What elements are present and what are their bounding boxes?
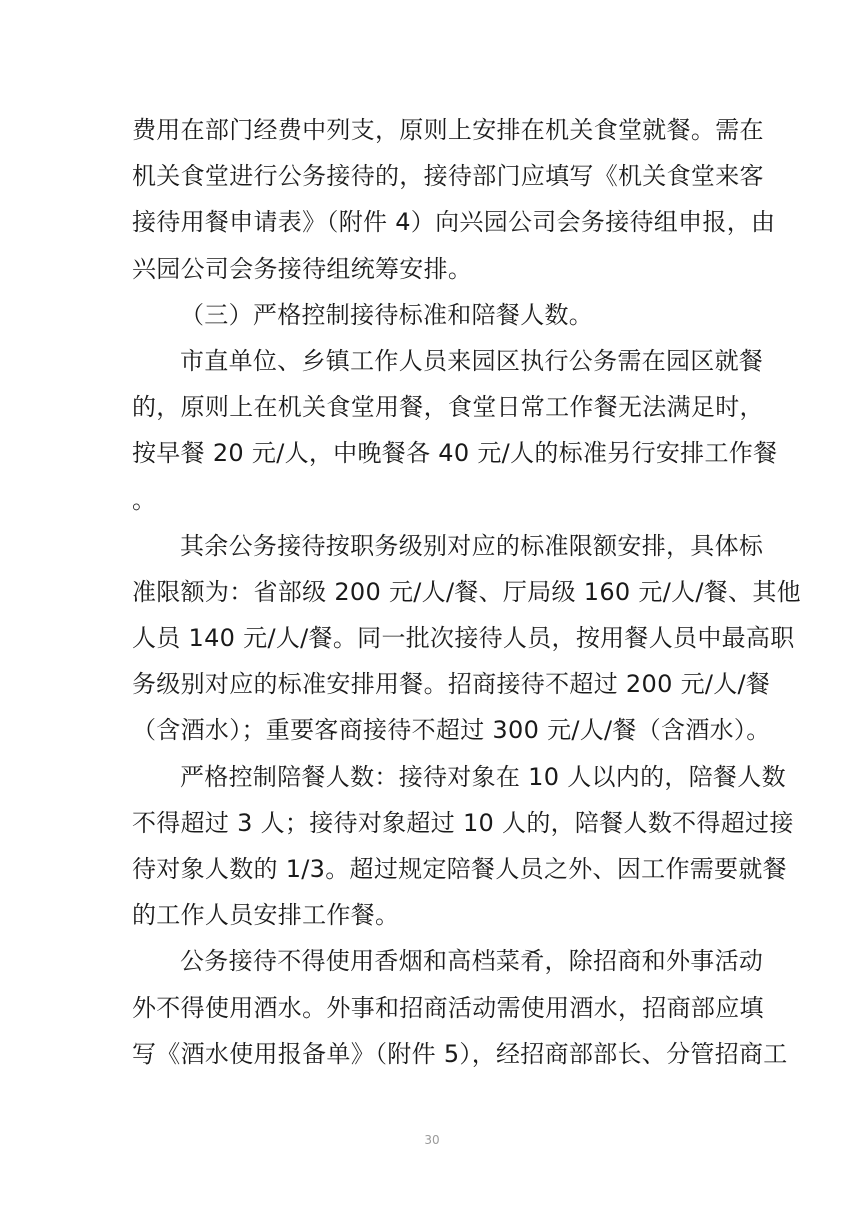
text-line: 的，原则上在机关食堂用餐，食堂日常工作餐无法满足时， bbox=[132, 393, 764, 422]
text-line: 其余公务接待按职务级别对应的标准限额安排，具体标 bbox=[180, 531, 764, 560]
text-line: 不得超过 3 人；接待对象超过 10 人的，陪餐人数不得超过接 bbox=[132, 808, 794, 837]
text-line: 。 bbox=[132, 485, 157, 514]
text-line: 务级别对应的标准安排用餐。招商接待不超过 200 元/人/餐 bbox=[132, 670, 771, 699]
text-line: （含酒水）；重要客商接待不超过 300 元/人/餐（含酒水）。 bbox=[132, 716, 771, 745]
text-line: 费用在部门经费中列支，原则上安排在机关食堂就餐。需在 bbox=[132, 116, 764, 144]
text-line: 市直单位、乡镇工作人员来园区执行公务需在园区就餐 bbox=[180, 346, 764, 375]
text-line: 严格控制陪餐人数：接待对象在 10 人以内的，陪餐人数 bbox=[180, 762, 786, 791]
text-line: 兴园公司会务接待组统筹安排。 bbox=[132, 254, 473, 283]
text-line: 人员 140 元/人/餐。同一批次接待人员，按用餐人员中最高职 bbox=[132, 624, 795, 653]
text-line: 外不得使用酒水。外事和招商活动需使用酒水，招商部应填 bbox=[132, 993, 764, 1022]
text-line: 待对象人数的 1/3。超过规定陪餐人员之外、因工作需要就餐 bbox=[132, 855, 787, 883]
text-line: 按早餐 20 元/人，中晚餐各 40 元/人的标准另行安排工作餐 bbox=[132, 439, 778, 468]
text-line: 写《酒水使用报备单》（附件 5），经招商部部长、分管招商工 bbox=[132, 1039, 788, 1068]
text-line: 准限额为：省部级 200 元/人/餐、厅局级 160 元/人/餐、其他 bbox=[132, 577, 801, 606]
text-line: 公务接待不得使用香烟和高档菜肴，除招商和外事活动 bbox=[180, 947, 764, 976]
page-number: 30 bbox=[424, 1133, 440, 1147]
text-line: 接待用餐申请表》（附件 4）向兴园公司会务接待组申报，由 bbox=[132, 208, 776, 237]
document-body bbox=[132, 107, 801, 1077]
section-heading: （三）严格控制接待标准和陪餐人数。 bbox=[180, 300, 594, 329]
text-line: 的工作人员安排工作餐。 bbox=[132, 901, 400, 930]
text-line: 机关食堂进行公务接待的，接待部门应填写《机关食堂来客 bbox=[132, 162, 764, 191]
